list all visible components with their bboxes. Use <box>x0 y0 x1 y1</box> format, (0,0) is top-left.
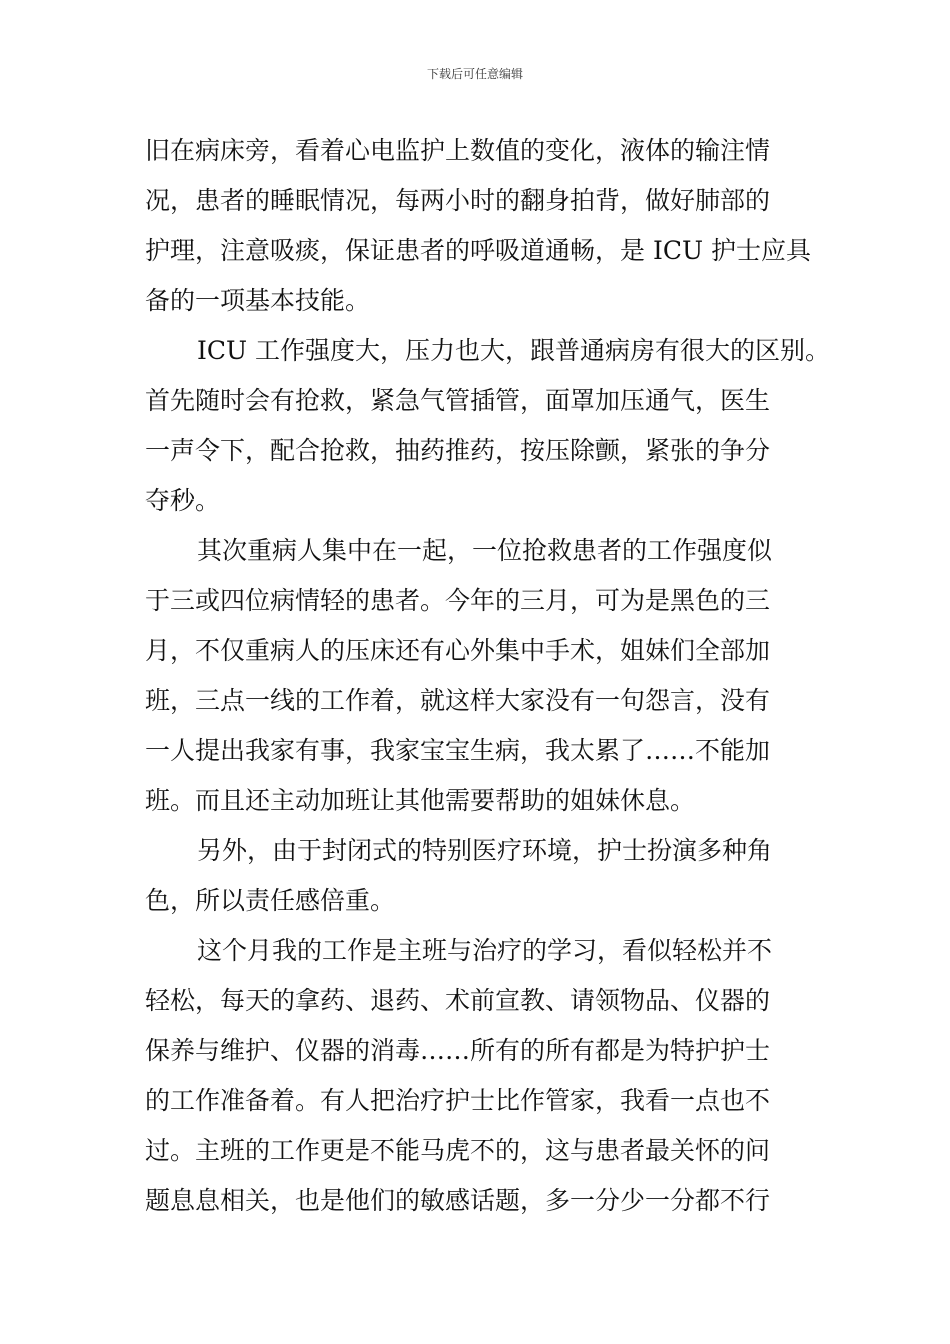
paragraph <box>145 326 831 526</box>
text-line: ICU 工作强度大，压力也大，跟普通病房有很大的区别。 <box>197 336 831 365</box>
text-line: 旧在病床旁，看着心电监护上数值的变化，液体的输注情 <box>145 136 771 165</box>
text-line: 这个月我的工作是主班与治疗的学习，看似轻松并不 <box>197 936 773 965</box>
text-line: 于三或四位病情轻的患者。今年的三月，可为是黑色的三 <box>145 586 771 615</box>
paragraph <box>145 826 810 926</box>
paragraph <box>145 526 810 826</box>
paragraph <box>145 126 810 326</box>
text-line: 过。主班的工作更是不能马虎不的，这与患者最关怀的问 <box>145 1136 771 1165</box>
text-line: 保养与维护、仪器的消毒……所有的所有都是为特护护士 <box>145 1036 771 1065</box>
text-line: 班，三点一线的工作着，就这样大家没有一句怨言，没有 <box>145 686 771 715</box>
text-line: 班。而且还主动加班让其他需要帮助的姐妹休息。 <box>145 786 696 815</box>
text-line: 备的一项基本技能。 <box>145 286 371 315</box>
text-line: 另外，由于封闭式的特别医疗环境，护士扮演多种角 <box>197 836 773 865</box>
text-line: 其次重病人集中在一起，一位抢救患者的工作强度似 <box>197 536 773 565</box>
text-line: 轻松，每天的拿药、退药、术前宣教、请领物品、仪器的 <box>145 986 771 1015</box>
text-line: 首先随时会有抢救，紧急气管插管，面罩加压通气，医生 <box>145 386 771 415</box>
page-header-note: 下载后可任意编辑 <box>426 67 523 81</box>
document-body <box>145 126 831 1226</box>
text-line: 的工作准备着。有人把治疗护士比作管家，我看一点也不 <box>145 1086 771 1115</box>
text-line: 夺秒。 <box>145 486 221 515</box>
text-line: 月，不仅重病人的压床还有心外集中手术，姐妹们全部加 <box>145 636 771 665</box>
text-line: 色，所以责任感倍重。 <box>145 886 396 915</box>
text-line: 题息息相关，也是他们的敏感话题，多一分少一分都不行 <box>145 1186 771 1215</box>
text-line: 护理，注意吸痰，保证患者的呼吸道通畅，是 ICU 护士应具 <box>145 236 811 265</box>
text-line: 一人提出我家有事，我家宝宝生病，我太累了……不能加 <box>145 736 771 765</box>
paragraph <box>145 926 810 1226</box>
text-line: 况，患者的睡眠情况，每两小时的翻身拍背，做好肺部的 <box>145 186 771 215</box>
text-line: 一声令下，配合抢救，抽药推药，按压除颤，紧张的争分 <box>145 436 771 465</box>
